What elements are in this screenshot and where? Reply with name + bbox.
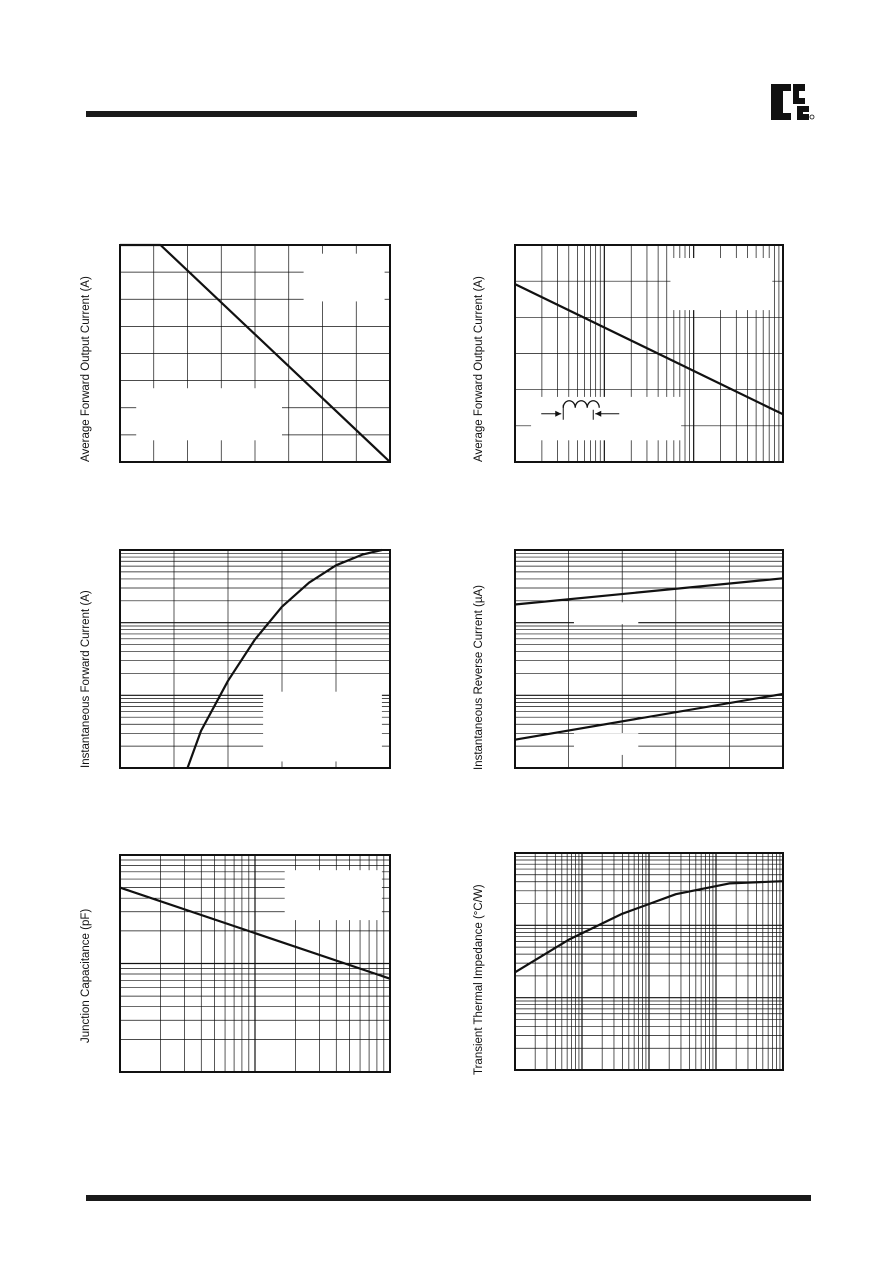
header-rule	[86, 111, 637, 117]
chart-plot-1	[515, 245, 783, 462]
footer-rule	[86, 1195, 811, 1201]
y-axis-label-3: Instantaneous Reverse Current (µA)	[473, 585, 485, 770]
chart-plot-5	[515, 853, 783, 1070]
chart-panel-1	[515, 245, 783, 462]
label-box	[285, 870, 382, 920]
label-box	[531, 397, 681, 440]
y-axis-label-4: Junction Capacitance (pF)	[80, 908, 92, 1043]
y-axis-label-1: Average Forward Output Current (A)	[473, 276, 485, 462]
label-box	[574, 602, 638, 624]
chart-plot-4	[120, 855, 390, 1072]
chart-panel-5	[515, 853, 783, 1070]
chart-panel-3	[515, 550, 783, 768]
chart-panel-0	[120, 245, 390, 462]
label-box	[136, 388, 282, 440]
label-box	[263, 692, 382, 762]
chart-plot-0	[120, 245, 390, 462]
y-axis-label-0: Average Forward Output Current (A)	[80, 276, 92, 462]
series-line-1	[515, 694, 783, 740]
company-logo-icon	[771, 84, 815, 120]
label-box	[574, 733, 638, 755]
y-axis-label-2: Instantaneous Forward Current (A)	[80, 590, 92, 768]
label-box	[670, 258, 772, 310]
chart-panel-4	[120, 855, 390, 1072]
label-box	[304, 254, 385, 302]
chart-plot-3	[515, 550, 783, 768]
y-axis-label-5: Transient Thermal Impedance (°C/W)	[473, 884, 485, 1075]
chart-plot-2	[120, 550, 390, 768]
chart-panel-2	[120, 550, 390, 768]
